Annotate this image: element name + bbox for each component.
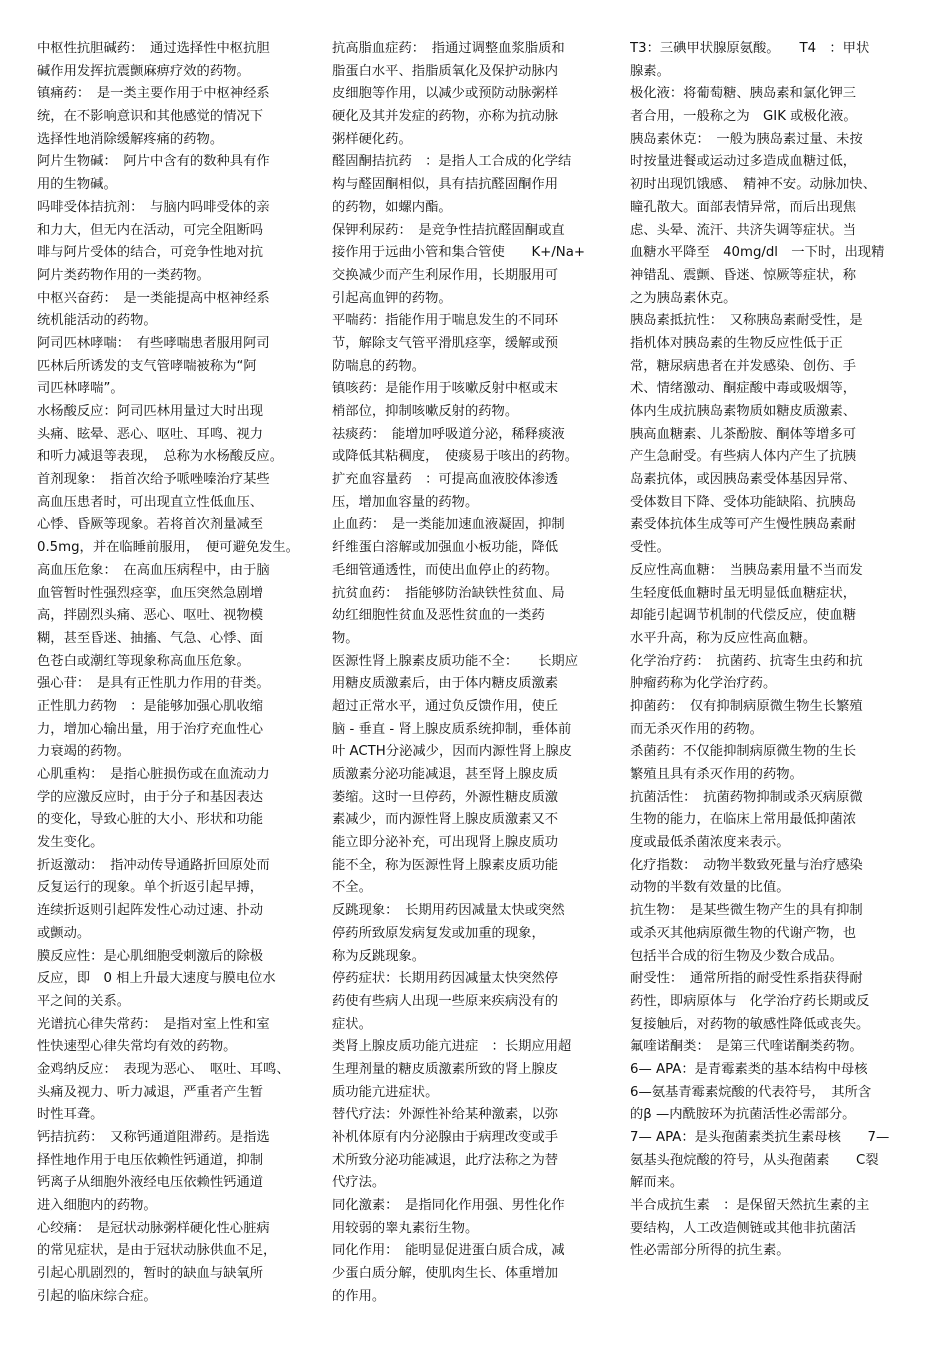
text-line: 氨基头孢烷酸的符号，从头孢菌素 C裂 xyxy=(630,1152,879,1168)
text-line: 动物的半数有效量的比值。 xyxy=(630,880,790,896)
text-line: 超过正常水平，通过负反馈作用，使丘 xyxy=(332,698,559,714)
text-line: 6— APA：是青霉素类的基本结构中母核 xyxy=(630,1061,868,1077)
text-line: 时性耳聋。 xyxy=(37,1107,104,1123)
text-line: 硬化及其并发症的药物，亦称为抗动脉 xyxy=(332,109,559,125)
text-line: 糊，甚至昏迷、抽搐、气急、心悸、面 xyxy=(37,630,264,646)
text-line: 水杨酸反应：阿司匹林用量过大时出现 xyxy=(37,404,264,419)
text-line: 光谱抗心律失常药： 是指对室上性和室 xyxy=(37,1016,270,1032)
text-line: 受体数目下降、受体功能缺陷、抗胰岛 xyxy=(630,494,857,510)
text-line: 折返激动： 指冲动传导通路折回原处而 xyxy=(37,857,270,873)
text-line: 氟喹诺酮类： 是第三代喹诺酮类药物。 xyxy=(630,1039,863,1055)
text-line: 和听力减退等表现， 总称为水杨酸反应。 xyxy=(37,449,283,465)
text-line: 碱作用发挥抗震颤麻痹疗效的药物。 xyxy=(37,63,250,79)
text-line: 却能引起调节机制的代偿反应，使血糖 xyxy=(630,608,857,624)
text-line: 幼红细胞性贫血及恶性贫血的一类药 xyxy=(332,608,545,624)
text-line: 祛痰药： 能增加呼吸道分泌，稀释痰液 xyxy=(332,426,565,442)
text-line: 生物的能力，在临床上常用最低抑菌浓 xyxy=(630,812,857,828)
text-line: 要结构，人工改造侧链或其他非抗菌活 xyxy=(630,1220,857,1236)
text-line: 质功能亢进症状。 xyxy=(332,1084,439,1100)
text-line: 水平升高，称为反应性高血糖。 xyxy=(630,630,817,646)
text-line: 质激素分泌功能减退，甚至肾上腺皮质 xyxy=(332,767,559,782)
text-line: 用较弱的睾丸素衍生物。 xyxy=(332,1220,479,1236)
text-line: 头痛、眩晕、恶心、呕吐、耳鸣、视力 xyxy=(37,426,264,442)
text-column-left xyxy=(37,38,309,1309)
text-line: 节，解除支气管平滑肌痉挛，缓解或预 xyxy=(332,335,559,351)
text-line: 血管暂时性强烈痉挛，血压突然急剧增 xyxy=(37,585,264,601)
text-line: 7— APA：是头孢菌素类抗生素母核 7— xyxy=(630,1130,890,1145)
text-line: 6—氨基青霉素烷酸的代表符号， 其所含 xyxy=(630,1084,872,1100)
text-line: 色苍白或潮红等现象称高血压危象。 xyxy=(37,653,250,669)
text-line: 指机体对胰岛素的生物反应性低于正 xyxy=(630,335,843,351)
text-line: 保钾利尿药： 是竞争性拮抗醛固酮或直 xyxy=(332,222,565,238)
text-line: 学的应激反应时，由于分子和基因表达 xyxy=(37,789,264,805)
text-line: 选择性地消除缓解疼痛的药物。 xyxy=(37,131,224,147)
text-line: 者合用，一般称之为 GIK 或极化液。 xyxy=(630,109,857,125)
text-line: 复接触后，对药物的敏感性降低或丧失。 xyxy=(630,1016,870,1032)
text-line: 受性。 xyxy=(630,540,670,556)
text-line: 萎缩。这时一旦停药，外源性糖皮质激 xyxy=(332,789,559,805)
text-line: 替代疗法：外源性补给某种激素，以弥 xyxy=(332,1107,559,1123)
text-line: 强心苷： 是具有正性肌力作用的苷类。 xyxy=(37,676,270,692)
text-line: 称为反跳现象。 xyxy=(332,948,426,964)
text-line: 接作用于远曲小管和集合管使 K+/Na+ xyxy=(332,245,586,261)
text-line: 司匹林哮喘”。 xyxy=(37,381,124,397)
text-line: 神错乱、震颤、昏迷、惊厥等症状，称 xyxy=(630,267,857,283)
text-line: 膜反应性：是心肌细胞受刺激后的除极 xyxy=(37,948,264,964)
text-line: 醛固酮拮抗药 ：是指人工合成的化学结 xyxy=(332,154,572,170)
text-line: 的药物，如螺内酯。 xyxy=(332,199,452,215)
text-line: 反应，即 0 相上升最大速度与膜电位水 xyxy=(37,971,276,987)
text-line: 胰岛素休克： 一般为胰岛素过量、未按 xyxy=(630,131,863,147)
text-line: 纤维蛋白溶解或加强血小板功能，降低 xyxy=(332,540,559,556)
text-line: 之为胰岛素休克。 xyxy=(630,290,737,306)
text-line: 抗贫血药： 指能够防治缺铁性贫血、局 xyxy=(332,585,565,601)
text-line: 和力大，但无内在活动，可完全阻断吗 xyxy=(37,222,264,238)
text-line: 用的生物碱。 xyxy=(37,177,117,193)
text-line: 阿片类药物作用的一类药物。 xyxy=(37,267,210,283)
text-line: 岛素抗体，或因胰岛素受体基因异常、 xyxy=(630,472,857,488)
text-line: 进入细胞内的药物。 xyxy=(37,1198,157,1214)
text-line: 抗生物： 是某些微生物产生的具有抑制 xyxy=(630,903,863,919)
text-line: 或颤动。 xyxy=(37,925,91,941)
text-line: 毛细管通透性，而使出血停止的药物。 xyxy=(332,562,559,578)
text-line: 吗啡受体拮抗剂： 与脑内吗啡受体的亲 xyxy=(37,199,270,215)
text-line: 金鸡纳反应： 表现为恶心、 呕吐、耳鸣、 xyxy=(37,1061,290,1077)
text-line: 杀菌药：不仅能抑制病原微生物的生长 xyxy=(630,744,857,760)
text-line: 医源性肾上腺素皮质功能不全： 长期应 xyxy=(332,653,578,669)
text-line: 皮细胞等作用，以减少或预防动脉粥样 xyxy=(332,86,559,102)
text-line: 少蛋白质分解，使肌肉生长、体重增加 xyxy=(332,1266,559,1282)
text-line: 力衰竭的药物。 xyxy=(37,744,131,760)
text-line: 腺素。 xyxy=(630,63,670,79)
text-line: 脑 - 垂直 - 肾上腺皮质系统抑制，垂体前 xyxy=(332,721,572,737)
text-line: 肿瘤药称为化学治疗药。 xyxy=(630,676,777,692)
text-line: 高，拌剧烈头痛、恶心、呕吐、视物模 xyxy=(37,608,264,624)
text-line: 胰岛素抵抗性： 又称胰岛素耐受性，是 xyxy=(630,313,863,329)
text-line: 时按量进餐或运动过多造成血糖过低， xyxy=(630,154,857,170)
text-line: 度或最低杀菌浓度来表示。 xyxy=(630,835,790,851)
text-line: 钙离子从细胞外液经电压依赖性钙通道 xyxy=(37,1175,264,1191)
text-line: 心绞痛： 是冠状动脉粥样硬化性心脏病 xyxy=(37,1220,270,1236)
text-line: 或降低其粘稠度， 使痰易于咳出的药物。 xyxy=(332,449,578,465)
text-line: 解而来。 xyxy=(630,1175,684,1191)
text-line: 高血压患者时，可出现直立性低血压、 xyxy=(37,494,264,510)
text-line: 化疗指数： 动物半数致死量与治疗感染 xyxy=(630,857,863,873)
text-line: 匹林后所诱发的支气管哮喘被称为“阿 xyxy=(37,358,257,374)
text-line: 头痛及视力、听力减退，严重者产生暂 xyxy=(37,1084,264,1100)
text-line: 包括半合成的衍生物及少数合成品。 xyxy=(630,948,843,964)
text-line: 能立即分泌补充，可出现肾上腺皮质功 xyxy=(332,835,559,851)
text-line: 胰高血糖素、儿茶酚胺、酮体等增多可 xyxy=(630,426,857,442)
text-line: 连续折返则引起阵发性心动过速、扑动 xyxy=(37,903,264,919)
text-line: 中枢兴奋药： 是一类能提高中枢神经系 xyxy=(37,290,270,306)
text-line: 0.5mg，并在临睡前服用， 便可避免发生。 xyxy=(37,540,299,556)
text-line: 脂蛋白水平、指脂质氧化及保护动脉内 xyxy=(332,63,559,79)
text-line: 同化作用： 能明显促进蛋白质合成，减 xyxy=(332,1243,565,1259)
text-line: 中枢性抗胆碱药： 通过选择性中枢抗胆 xyxy=(37,41,270,56)
text-line: 心肌重构： 是指心脏损伤或在血流动力 xyxy=(37,767,270,782)
text-line: 生轻度低血糖时虽无明显低血糖症状， xyxy=(630,585,857,601)
text-line: 症状。 xyxy=(332,1016,372,1032)
text-line: 镇痛药： 是一类主要作用于中枢神经系 xyxy=(37,86,270,102)
text-line: 类肾上腺皮质功能亢进症 ：长期应用超 xyxy=(332,1039,572,1055)
text-line: 构与醛固酮相似，具有拮抗醛固酮作用 xyxy=(332,177,559,193)
text-line: 物。 xyxy=(332,630,359,646)
text-line: 术所致分泌功能减退，此疗法称之为替 xyxy=(332,1152,559,1168)
text-line: 抗菌活性： 抗菌药物抑制或杀灭病原微 xyxy=(630,789,863,805)
text-line: 虑、头晕、流汗、共济失调等症状。当 xyxy=(630,222,857,238)
text-line: 择性地作用于电压依赖性钙通道，抑制 xyxy=(37,1152,264,1168)
text-line: 止血药： 是一类能加速血液凝固，抑制 xyxy=(332,517,565,533)
text-line: 发生变化。 xyxy=(37,835,104,851)
text-line: 阿片生物碱： 阿片中含有的数种具有作 xyxy=(37,154,270,170)
text-line: 首剂现象： 指首次给予哌唑嗪治疗某些 xyxy=(37,472,270,488)
text-line: 停药所致原发病复发或加重的现象， xyxy=(332,925,545,941)
text-line: T3：三碘甲状腺原氨酸。 T4 ：甲状 xyxy=(630,41,870,56)
text-line: 瞳孔散大。面部表情异常，而后出现焦 xyxy=(630,199,857,215)
text-line: 粥样硬化药。 xyxy=(332,131,412,147)
text-line: 术、情绪激动、酮症酸中毒或吸烟等， xyxy=(630,381,857,397)
text-line: 高血压危象： 在高血压病程中，由于脑 xyxy=(37,562,270,578)
text-line: 反复运行的现象。单个折返引起早搏， xyxy=(37,880,264,896)
text-line: 统机能活动的药物。 xyxy=(37,313,157,329)
text-line: 力，增加心输出量，用于治疗充血性心 xyxy=(37,721,264,737)
text-line: 常，糖尿病患者在并发感染、创伤、手 xyxy=(630,358,857,374)
text-line: 镇咳药：是能作用于咳嗽反射中枢或末 xyxy=(332,381,559,397)
text-line: 压，增加血容量的药物。 xyxy=(332,494,479,510)
text-line: 防喘息的药物。 xyxy=(332,358,426,374)
text-line: 停药症状：长期用药因减量太快突然停 xyxy=(332,971,559,987)
text-line: 的作用。 xyxy=(332,1288,386,1304)
text-line: 生理剂量的糖皮质激素所致的肾上腺皮 xyxy=(332,1061,559,1077)
text-column-middle xyxy=(332,38,613,1309)
text-line: 的变化，导致心脏的大小、形状和功能 xyxy=(37,812,264,828)
text-line: 而无杀灭作用的药物。 xyxy=(630,721,763,737)
text-line: 用糖皮质激素后，由于体内糖皮质激素 xyxy=(332,676,559,692)
text-line: 或杀灭其他病原微生物的代谢产物，也 xyxy=(630,925,857,941)
text-line: 扩充血容量药 ：可提高血液胶体渗透 xyxy=(332,472,559,488)
text-line: 钙拮抗药： 又称钙通道阻滞药。是指选 xyxy=(37,1130,270,1145)
text-line: 体内生成抗胰岛素物质如糖皮质激素、 xyxy=(630,404,857,419)
text-line: 能不全，称为医源性肾上腺素皮质功能 xyxy=(332,857,559,873)
text-line: 补机体原有内分泌腺由于病理改变或手 xyxy=(332,1130,559,1145)
text-line: 叶 ACTH分泌减少，因而内源性肾上腺皮 xyxy=(332,744,572,760)
text-line: 产生急耐受。有些病人体内产生了抗胰 xyxy=(630,449,857,465)
text-line: 代疗法。 xyxy=(332,1175,386,1191)
text-line: 反跳现象： 长期用药因减量太快或突然 xyxy=(332,903,565,919)
text-line: 初时出现饥饿感、 精神不安。动脉加快、 xyxy=(630,177,876,193)
text-line: 的β —内酰胺环为抗菌活性必需部分。 xyxy=(630,1107,856,1123)
text-line: 抗高脂血症药： 指通过调整血浆脂质和 xyxy=(332,41,565,56)
text-line: 极化液：将葡萄糖、胰岛素和氯化钾三 xyxy=(630,86,857,102)
text-line: 同化激素： 是指同化作用强、男性化作 xyxy=(332,1198,565,1214)
text-line: 抑菌药： 仅有抑制病原微生物生长繁殖 xyxy=(630,698,863,714)
text-line: 素受体抗体生成等可产生慢性胰岛素耐 xyxy=(630,517,857,533)
text-line: 正性肌力药物 ：是能够加强心肌收缩 xyxy=(37,698,264,714)
text-line: 平之间的关系。 xyxy=(37,993,131,1009)
text-line: 性快速型心律失常均有效的药物。 xyxy=(37,1039,237,1055)
text-line: 素减少，而内源性肾上腺皮质激素又不 xyxy=(332,812,559,828)
text-line: 引起的临床综合症。 xyxy=(37,1288,157,1304)
text-line: 繁殖且具有杀灭作用的药物。 xyxy=(630,767,803,782)
text-line: 化学治疗药： 抗菌药、抗寄生虫药和抗 xyxy=(630,653,863,669)
text-line: 的常见症状，是由于冠状动脉供血不足， xyxy=(37,1243,277,1259)
text-line: 性必需部分所得的抗生素。 xyxy=(630,1243,790,1259)
text-line: 交换减少而产生利尿作用，长期服用可 xyxy=(332,267,559,283)
text-line: 平喘药：指能作用于喘息发生的不同环 xyxy=(332,313,559,329)
text-line: 反应性高血糖： 当胰岛素用量不当而发 xyxy=(630,562,863,578)
text-line: 心悸、昏厥等现象。若将首次剂量减至 xyxy=(37,517,264,533)
text-line: 耐受性： 通常所指的耐受性系指获得耐 xyxy=(630,971,863,987)
text-column-right xyxy=(630,38,916,1263)
text-line: 引起心肌剧烈的，暂时的缺血与缺氧所 xyxy=(37,1266,264,1282)
text-line: 药性，即病原体与 化学治疗药长期或反 xyxy=(630,993,870,1009)
text-line: 阿司匹林哮喘： 有些哮喘患者服用阿司 xyxy=(37,335,270,351)
text-line: 啡与阿片受体的结合，可竞争性地对抗 xyxy=(37,245,264,261)
text-line: 统，在不影响意识和其他感觉的情况下 xyxy=(37,109,264,125)
text-line: 血糖水平降至 40mg/dl 一下时，出现精 xyxy=(630,245,885,261)
text-line: 梢部位，抑制咳嗽反射的药物。 xyxy=(332,404,519,419)
text-line: 药使有些病人出现一些原来疾病没有的 xyxy=(332,993,559,1009)
text-line: 不全。 xyxy=(332,880,372,896)
text-line: 引起高血钾的药物。 xyxy=(332,290,452,306)
text-line: 半合成抗生素 ：是保留天然抗生素的主 xyxy=(630,1198,870,1214)
